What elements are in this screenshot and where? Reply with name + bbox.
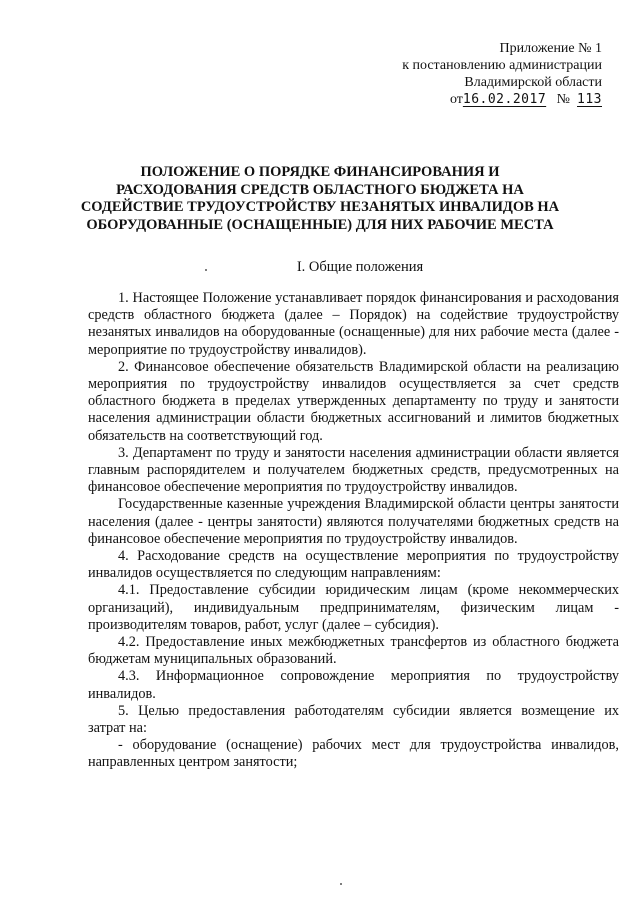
paragraph: 4. Расходование средств на осуществление мероприятия по трудоустройству инвалидов осуществляется по следующим направлениям: <box>88 548 619 582</box>
paragraph: Государственные казенные учреждения Владимирской области центры занятости населения (далее - центры занятости) являются получателями бюджетных средств на финансовое обеспечение мероприятия по трудоустройству инвалидов. <box>88 496 619 547</box>
paragraph: 2. Финансовое обеспечение обязательств Владимирской области на реализацию мероприятия по трудоустройству инвалидов осуществляется за счет средств областного бюджета в пределах утвержденных департаменту по труду и занятости населения администрации области бюджетных ассигнований и лимитов бюджетных обязательств на соответствующий год. <box>88 358 619 444</box>
number-value: 113 <box>577 92 602 107</box>
appendix-header <box>362 40 602 108</box>
title-line: РАСХОДОВАНИЯ СРЕДСТВ ОБЛАСТНОГО БЮДЖЕТА НА <box>116 181 524 198</box>
title-line: СОДЕЙСТВИЕ ТРУДОУСТРОЙСТВУ НЕЗАНЯТЫХ ИНВАЛИДОВ НА <box>80 199 560 215</box>
title-line: ПОЛОЖЕНИЕ О ПОРЯДКЕ ФИНАНСИРОВАНИЯ И <box>140 164 500 180</box>
appendix-resolution-line: к постановлению администрации <box>402 58 602 73</box>
appendix-region-line: Владимирской области <box>464 75 602 90</box>
paragraph: 5. Целью предоставления работодателям субсидии является возмещение их затрат на: <box>88 702 619 737</box>
document-body <box>88 290 619 772</box>
title-line: ОБОРУДОВАННЫЕ (ОСНАЩЕННЫЕ) ДЛЯ НИХ РАБОЧИЕ МЕСТА <box>86 216 554 233</box>
appendix-number: Приложение № 1 <box>499 41 602 56</box>
date-prefix: от <box>449 92 463 107</box>
scan-speck <box>205 269 207 271</box>
document-title <box>80 164 560 234</box>
paragraph: 1. Настоящее Положение устанавливает порядок финансирования и расходования средств областного бюджета (далее – Порядок) на содействие трудоустройству незанятых инвалидов на оборудованные (оснащенные) для них рабочие места (далее - мероприятие по трудоустройству инвалидов). <box>88 290 619 358</box>
section-heading: I. Общие положения <box>296 259 424 275</box>
date-value: 16.02.2017 <box>462 92 547 107</box>
appendix-date-line <box>362 91 602 108</box>
paragraph: 4.2. Предоставление иных межбюджетных трансфертов из областного бюджета бюджетам муниципальных образований. <box>88 634 619 668</box>
paragraph: - оборудование (оснащение) рабочих мест для трудоустройства инвалидов, направленных центром занятости; <box>88 737 619 771</box>
number-prefix: № <box>556 92 571 107</box>
scan-speck <box>340 883 342 885</box>
paragraph: 4.1. Предоставление субсидии юридическим лицам (кроме некоммерческих организаций), индивидуальным предпринимателям, физическим лицам - производителям товаров, работ, услуг (далее – субсидия). <box>88 582 619 633</box>
paragraph: 4.3. Информационное сопровождение мероприятия по трудоустройству инвалидов. <box>88 668 619 702</box>
paragraph: 3. Департамент по труду и занятости населения администрации области является главным распорядителем и получателем бюджетных средств, предусмотренных на финансовое обеспечение мероприятия по трудоустройству инвалидов. <box>88 444 619 496</box>
